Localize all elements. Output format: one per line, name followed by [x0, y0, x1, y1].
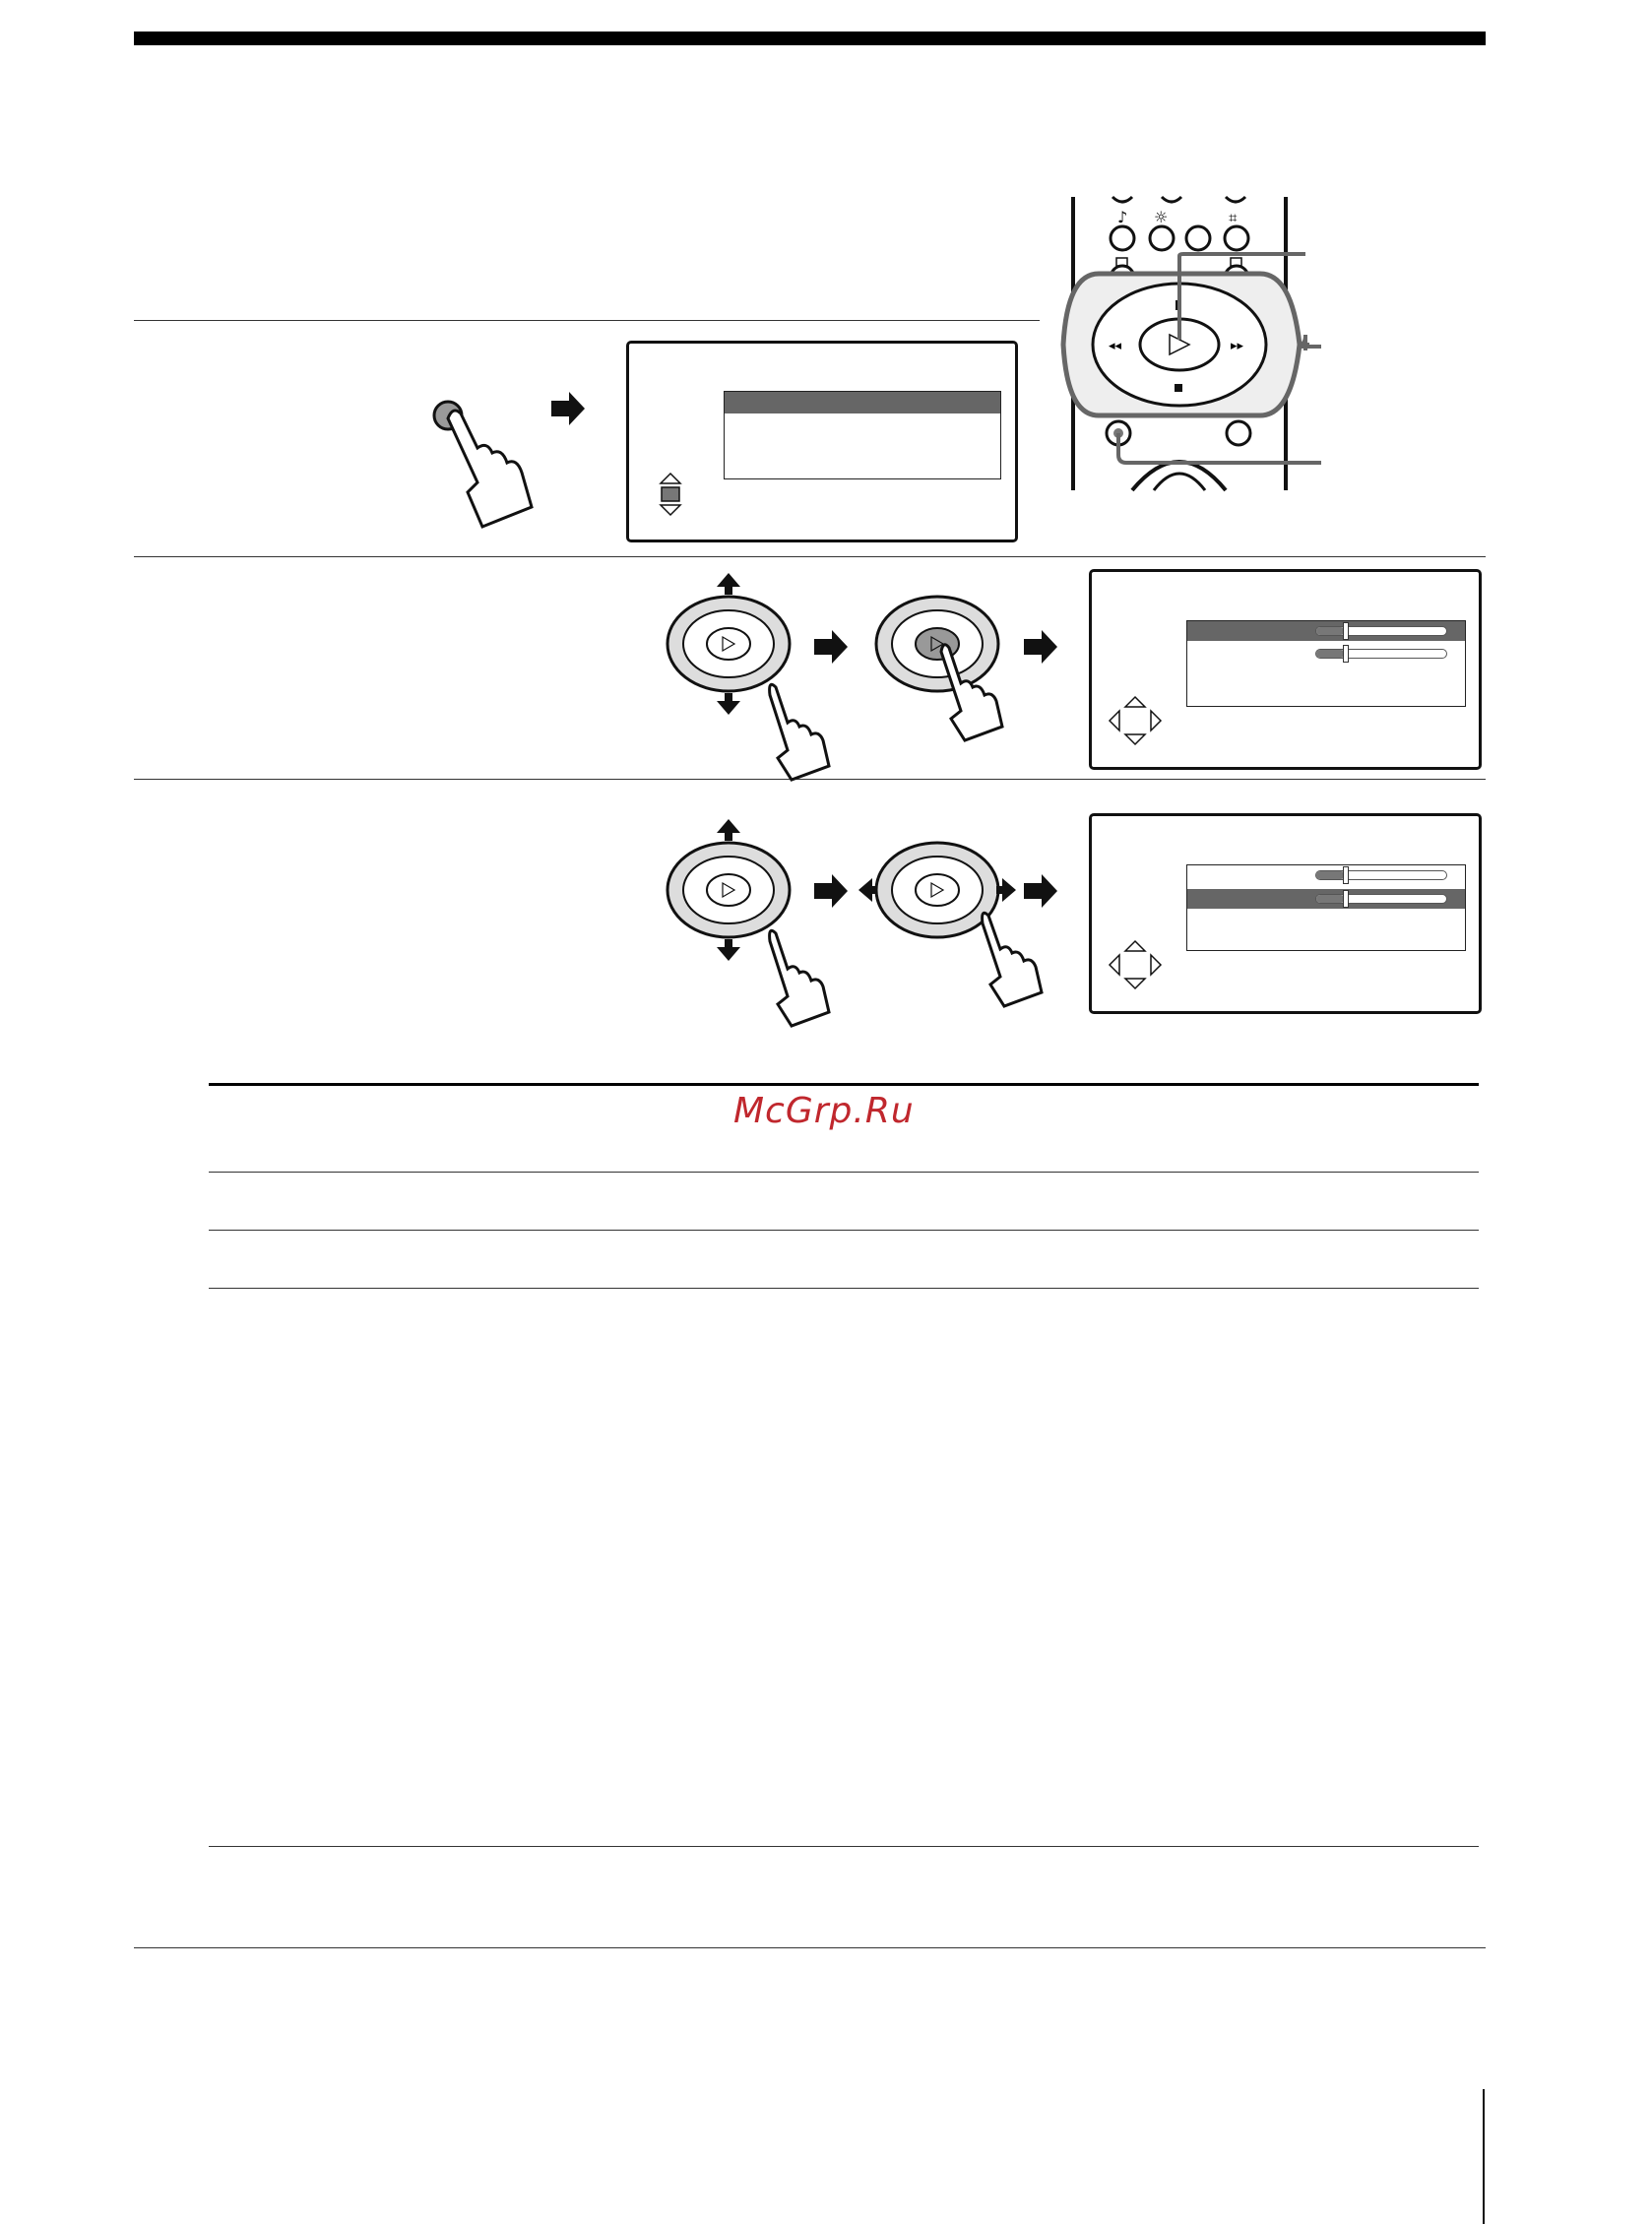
- step2-slider-2-knob[interactable]: [1343, 645, 1349, 663]
- step3-slider-1-knob[interactable]: [1343, 866, 1349, 884]
- header-rule: [134, 32, 1486, 45]
- table-row-rule-1: [209, 1172, 1479, 1173]
- step2-slider-2[interactable]: [1315, 649, 1447, 659]
- divider-step1: [134, 320, 1040, 321]
- step2-slider-2-fill: [1316, 650, 1345, 658]
- divider-step2: [134, 556, 1486, 557]
- four-way-nav-icon: [1106, 695, 1165, 746]
- table-row-rule-4: [209, 1846, 1479, 1847]
- step2-adjust-screen: [1089, 569, 1482, 770]
- watermark-text: McGrp.Ru: [733, 1091, 915, 1131]
- step3-dpad-up-down-icon: [662, 819, 858, 1016]
- step1-menu-list: [724, 391, 1001, 479]
- step2-slider-1-fill: [1316, 627, 1345, 635]
- arrow-right-icon: [814, 630, 850, 664]
- step3-slider-1-fill: [1316, 871, 1345, 879]
- svg-text:♪: ♪: [1117, 208, 1128, 226]
- step2-menu-list: [1186, 620, 1466, 707]
- step2-slider-1[interactable]: [1315, 626, 1447, 636]
- svg-text:▸▸: ▸▸: [1231, 339, 1244, 353]
- four-way-nav-icon: [1106, 939, 1165, 990]
- remote-illustration: [1063, 197, 1339, 492]
- arrow-right-icon: [1024, 630, 1059, 664]
- step3-slider-2-fill: [1316, 895, 1345, 903]
- step2-slider-1-knob[interactable]: [1343, 622, 1349, 640]
- svg-text:☼: ☼: [1154, 208, 1169, 226]
- step1-menu-screen: [626, 341, 1018, 542]
- step3-menu-list: [1186, 864, 1466, 951]
- divider-step3: [134, 779, 1486, 780]
- up-down-nav-icon: [659, 472, 682, 519]
- step1-menu-highlight: [725, 392, 1000, 413]
- page-edge-mark: [1483, 2089, 1485, 2224]
- table-row-rule-3: [209, 1288, 1479, 1289]
- footer-rule: [134, 1947, 1486, 1948]
- svg-text:⌗: ⌗: [1229, 209, 1238, 226]
- arrow-right-icon: [551, 392, 587, 425]
- step3-slider-1[interactable]: [1315, 870, 1447, 880]
- arrow-right-icon: [814, 874, 850, 908]
- step2-dpad-enter-icon: [870, 583, 1067, 780]
- table-top-rule: [209, 1083, 1479, 1086]
- table-row-rule-2: [209, 1230, 1479, 1231]
- svg-text:◂◂: ◂◂: [1109, 339, 1122, 353]
- hand-press-menu-icon: [423, 394, 561, 541]
- step3-dpad-left-right-icon: [858, 829, 1075, 1026]
- step2-dpad-up-down-icon: [662, 573, 858, 770]
- step3-slider-2[interactable]: [1315, 894, 1447, 904]
- step3-adjust-screen: [1089, 813, 1482, 1014]
- step3-slider-2-knob[interactable]: [1343, 890, 1349, 908]
- arrow-right-icon: [1024, 874, 1059, 908]
